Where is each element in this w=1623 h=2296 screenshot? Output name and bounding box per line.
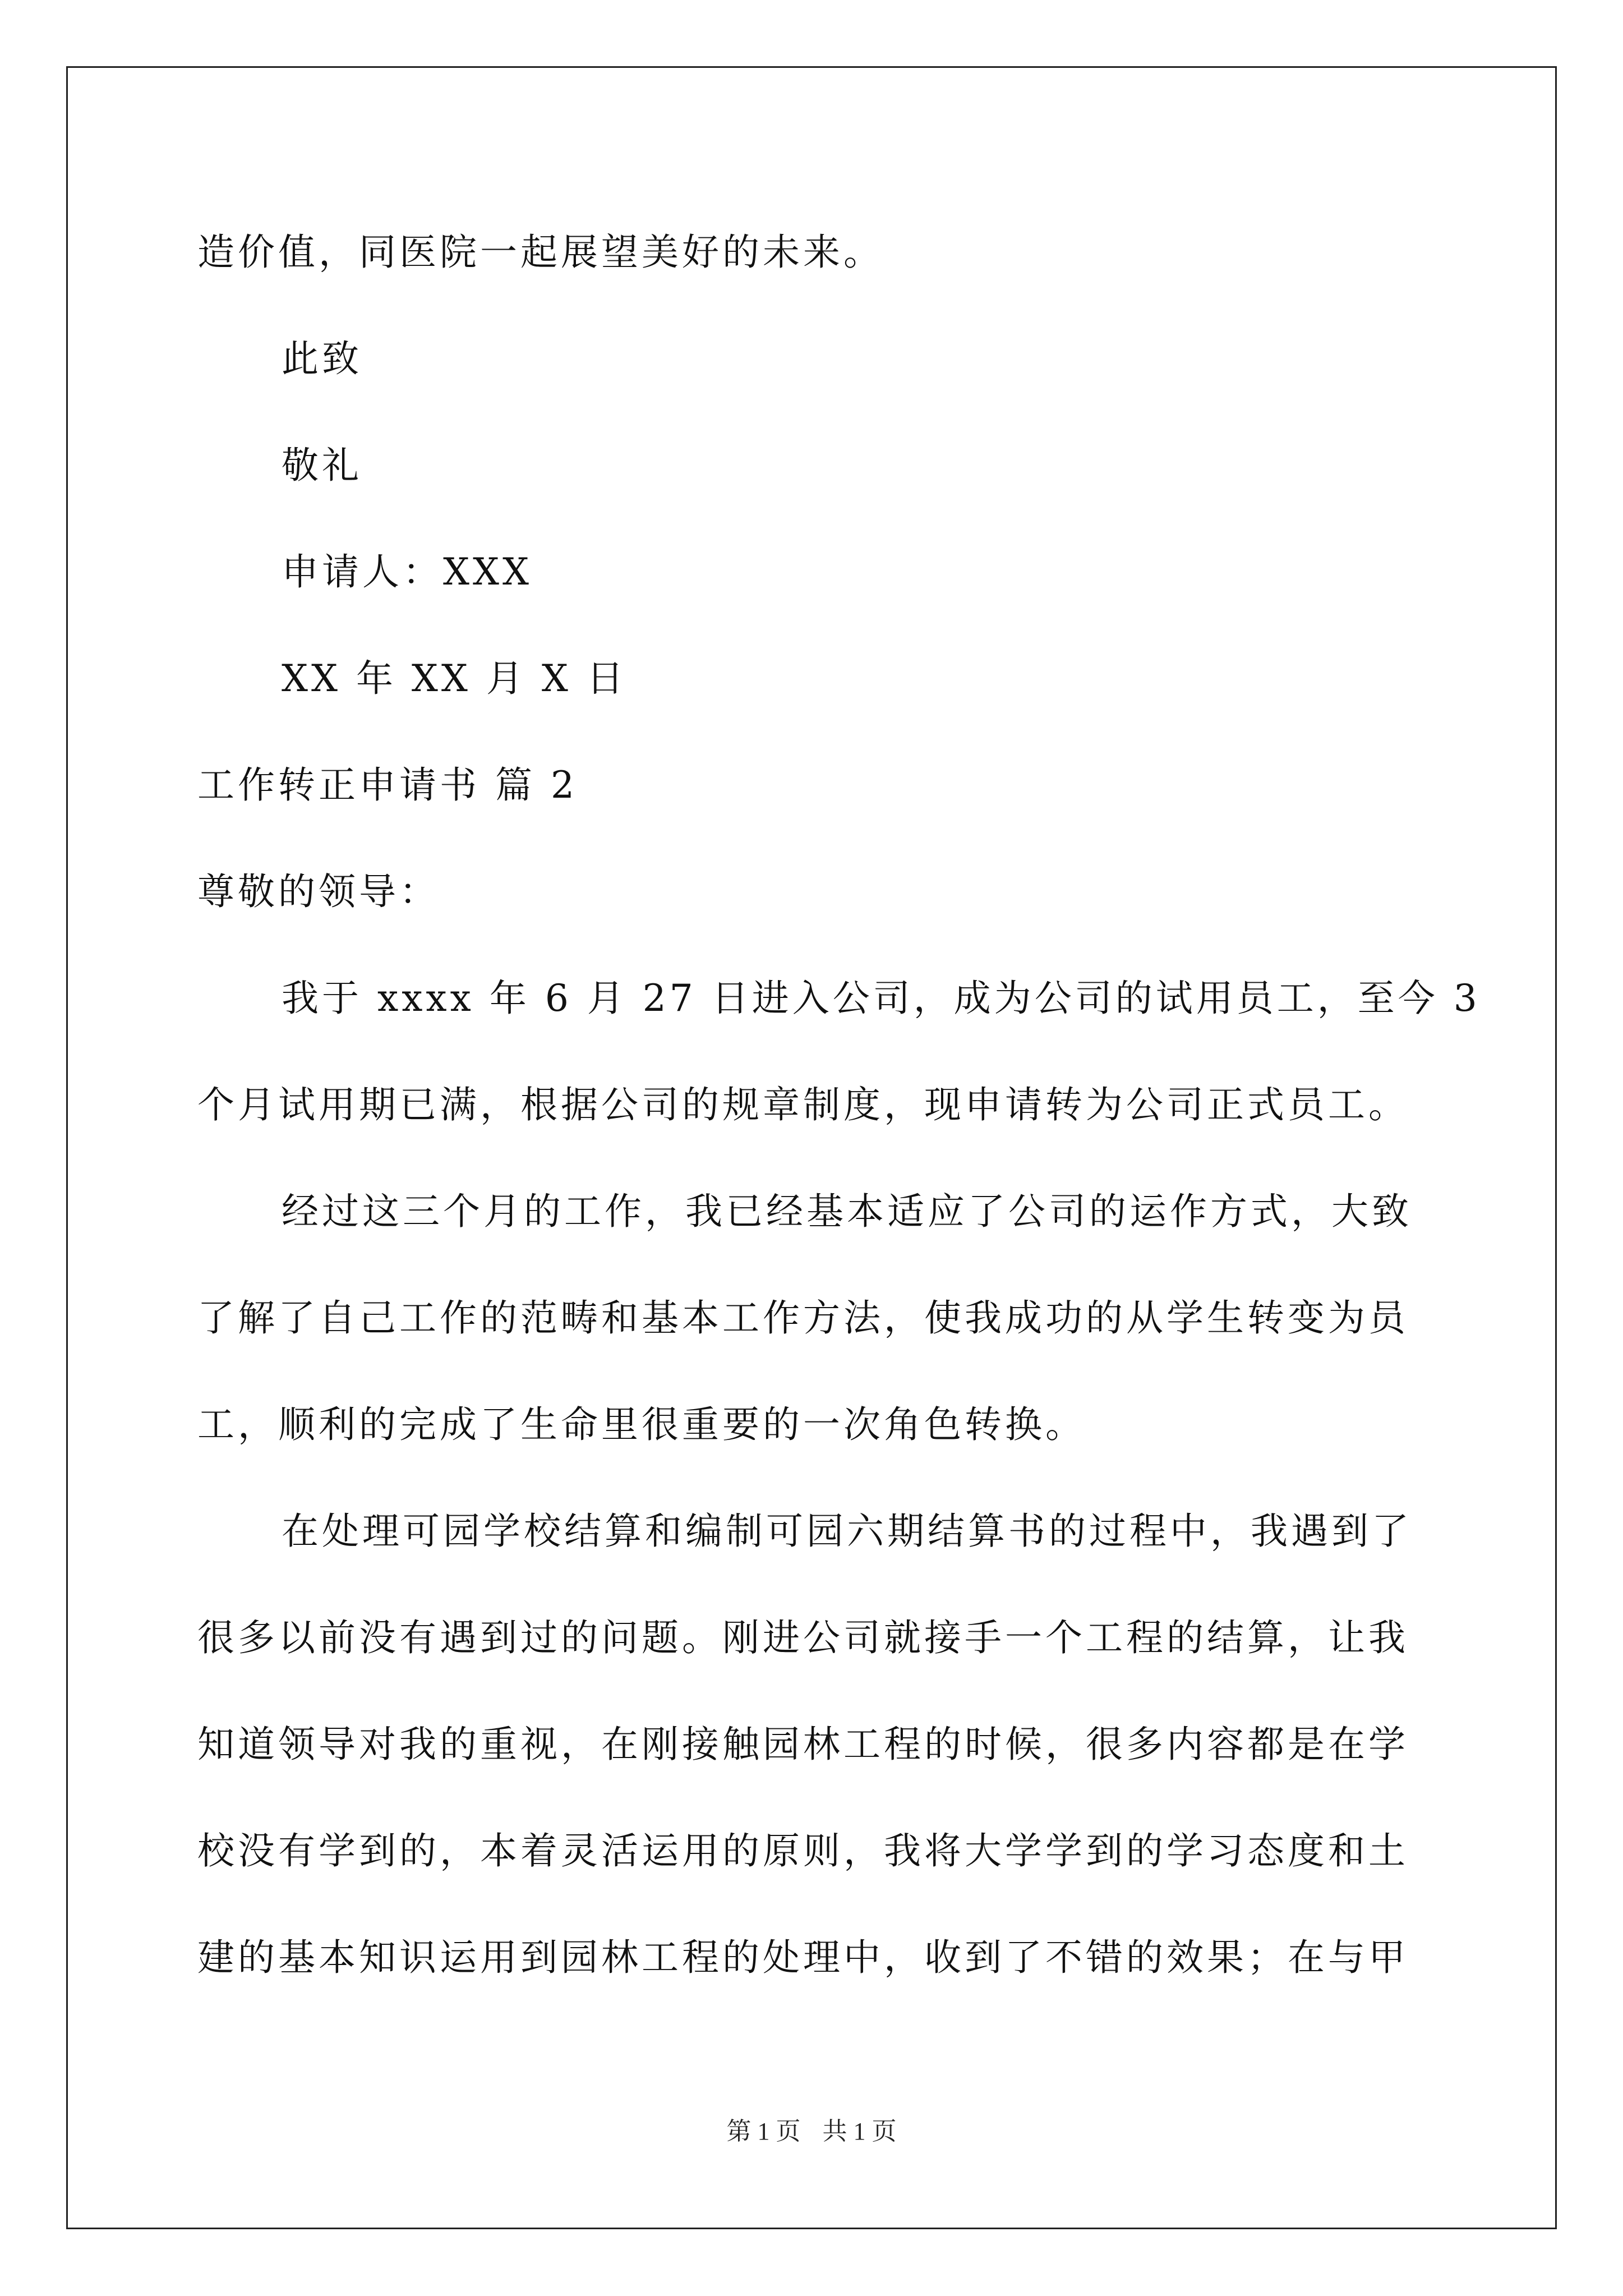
text-line: 经过这三个月的工作，我已经基本适应了公司的运作方式，大致 <box>282 1190 1412 1233</box>
text-line: 了解了自己工作的范畴和基本工作方法，使我成功的从学生转变为员 <box>197 1296 1409 1340</box>
text-line: 建的基本知识运用到园林工程的处理中，收到了不错的效果；在与甲 <box>197 1936 1409 1979</box>
page-number: 第 1 页 <box>726 2118 801 2145</box>
text-line: 工，顺利的完成了生命里很重要的一次角色转换。 <box>197 1403 1086 1446</box>
page-total: 共 1 页 <box>822 2118 897 2145</box>
page-footer <box>0 2115 1623 2148</box>
salutation: 尊敬的领导： <box>197 870 440 913</box>
text-line: 知道领导对我的重视，在刚接触园林工程的时候，很多内容都是在学 <box>197 1723 1409 1766</box>
text-line: 此致 <box>282 337 362 380</box>
text-line: XX 年 XX 月 X 日 <box>282 657 627 700</box>
text-line: 个月试用期已满，根据公司的规章制度，现申请转为公司正式员工。 <box>197 1083 1409 1126</box>
text-line: 校没有学到的，本着灵活运用的原则，我将大学学到的学习态度和土 <box>197 1829 1409 1872</box>
section-heading: 工作转正申请书 篇 2 <box>197 763 578 807</box>
text-line: 申请人：XXX <box>282 550 532 593</box>
text-line: 很多以前没有遇到过的问题。刚进公司就接手一个工程的结算，让我 <box>197 1616 1409 1659</box>
text-line: 在处理可园学校结算和编制可园六期结算书的过程中，我遇到了 <box>282 1510 1412 1553</box>
text-line: 我于 xxxx 年 6 月 27 日进入公司，成为公司的试用员工，至今 3 <box>282 977 1481 1020</box>
page-border <box>66 66 1557 2229</box>
text-line: 敬礼 <box>282 444 362 487</box>
text-line: 造价值，同医院一起展望美好的未来。 <box>197 231 884 274</box>
